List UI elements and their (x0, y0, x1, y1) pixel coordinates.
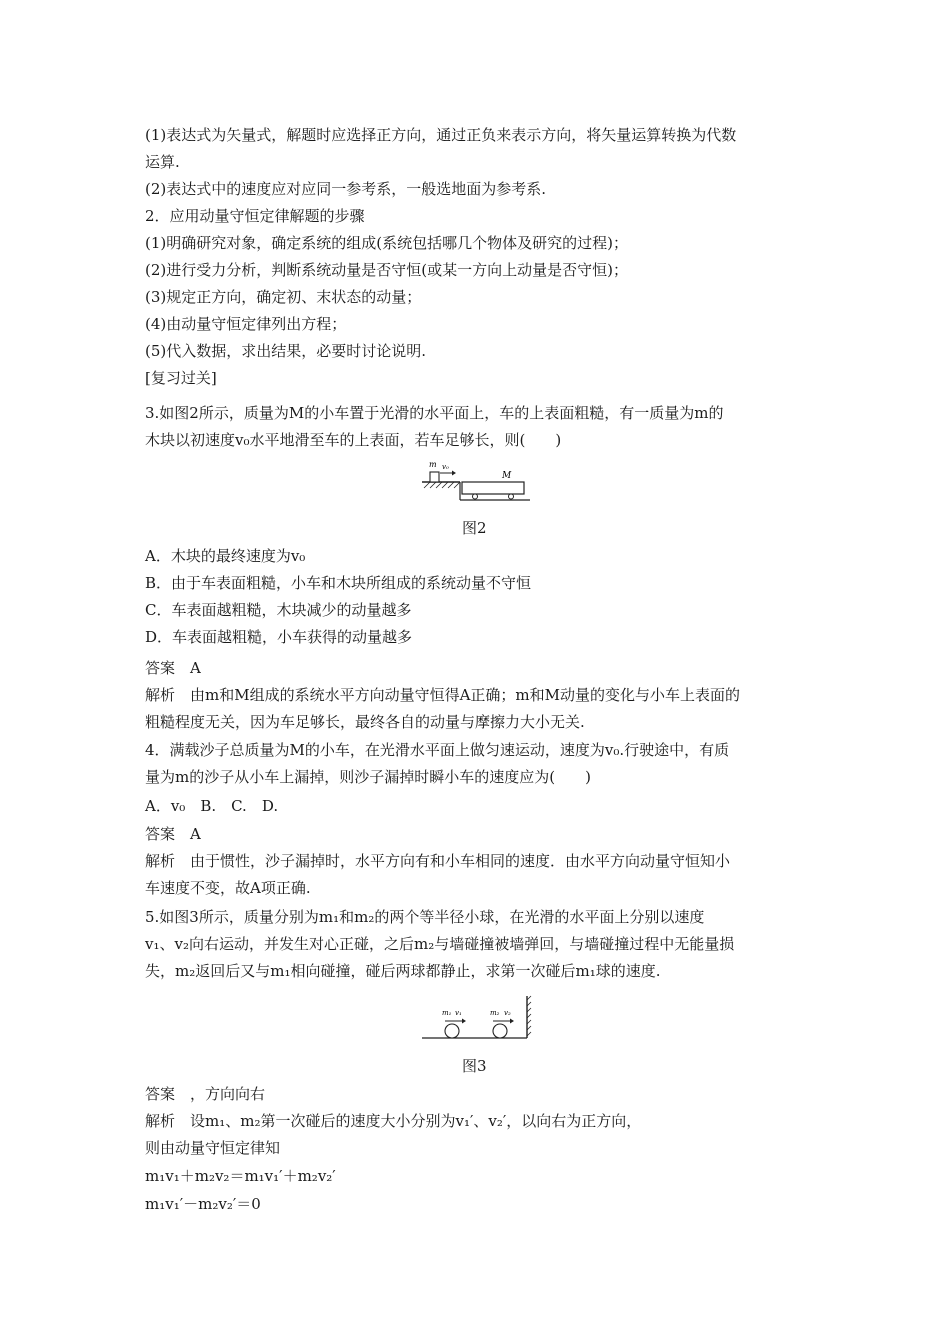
text-line: (1)明确研究对象，确定系统的组成(系统包括哪几个物体及研究的过程)； (145, 234, 628, 252)
question-4-text: 4．满载沙子总质量为M的小车，在光滑水平面上做匀速运动，速度为v₀.行驶途中，有质 (145, 741, 730, 759)
figure-2-label-m: m (429, 460, 437, 469)
option-b: B．由于车表面粗糙，小车和木块所组成的系统动量不守恒 (145, 574, 532, 592)
figure-2-caption: 图2 (462, 519, 487, 537)
analysis-line: 粗糙程度无关，因为车足够长，最终各自的动量与摩擦力大小无关. (145, 713, 585, 731)
answer-line: 答案 A (145, 825, 201, 843)
analysis-line: 则由动量守恒定律知 (145, 1139, 281, 1157)
figure-3-label-m1: m₁ (442, 1009, 452, 1017)
text-line: (2)表达式中的速度应对应同一参考系，一般选地面为参考系. (145, 180, 547, 198)
text-line: (1)表达式为矢量式，解题时应选择正方向，通过正负来表示方向，将矢量运算转换为代数 (145, 126, 737, 144)
text-line: (4)由动量守恒定律列出方程； (145, 315, 347, 333)
analysis-line: 车速度不变，故A项正确. (145, 879, 311, 897)
question-5-text: v₁、v₂向右运动，并发生对心正碰，之后m₂与墙碰撞被墙弹回，与墙碰撞过程中无能量损 (145, 935, 735, 953)
figure-3-diagram (420, 994, 532, 1044)
figure-3-caption: 图3 (462, 1057, 487, 1075)
analysis-line: 解析 由m和M组成的系统水平方向动量守恒得A正确；m和M动量的变化与小车上表面的 (145, 686, 741, 704)
figure-3-label-v2: v₂ (504, 1009, 511, 1017)
section-heading: [复习过关] (145, 369, 217, 387)
analysis-line: 解析 由于惯性，沙子漏掉时，水平方向有和小车相同的速度．由水平方向动量守恒知小 (145, 852, 731, 870)
section-heading: 2．应用动量守恒定律解题的步骤 (145, 207, 365, 225)
answer-line: 答案 A (145, 659, 201, 677)
figure-3-label-m2: m₂ (490, 1009, 500, 1017)
answer-line: 答案 ，方向向右 (145, 1085, 266, 1103)
option-a: A．木块的最终速度为v₀ (145, 547, 306, 565)
figure-3-label-v1: v₁ (455, 1009, 462, 1017)
equation-line: m₁v₁′－m₂v₂′＝0 (145, 1195, 261, 1213)
question-3-text: 木块以初速度v₀水平地滑至车的上表面，若车足够长，则( ) (145, 431, 562, 449)
option-c: C．车表面越粗糙，木块减少的动量越多 (145, 601, 412, 619)
text-line: 运算. (145, 153, 180, 171)
option-d: D．车表面越粗糙，小车获得的动量越多 (145, 628, 413, 646)
question-4-text: 量为m的沙子从小车上漏掉，则沙子漏掉时瞬小车的速度应为( ) (145, 768, 591, 786)
text-line: (5)代入数据，求出结果，必要时讨论说明. (145, 342, 427, 360)
equation-line: m₁v₁＋m₂v₂＝m₁v₁′＋m₂v₂′ (145, 1167, 336, 1185)
text-line: (3)规定正方向，确定初、末状态的动量； (145, 288, 422, 306)
analysis-line: 解析 设m₁、m₂第一次碰后的速度大小分别为v₁′、v₂′，以向右为正方向， (145, 1112, 642, 1130)
question-3-text: 3.如图2所示，质量为M的小车置于光滑的水平面上，车的上表面粗糙，有一质量为m的 (145, 404, 724, 422)
question-4-options: A．v₀ B. C. D. (145, 797, 279, 815)
figure-2-label-v0: v₀ (442, 463, 449, 471)
text-line: (2)进行受力分析，判断系统动量是否守恒(或某一方向上动量是否守恒)； (145, 261, 628, 279)
question-5-text: 失，m₂返回后又与m₁相向碰撞，碰后两球都静止，求第一次碰后m₁球的速度. (145, 962, 661, 980)
question-5-text: 5.如图3所示，质量分别为m₁和m₂的两个等半径小球，在光滑的水平面上分别以速度 (145, 908, 705, 926)
figure-2-diagram (420, 458, 532, 502)
figure-2-label-M: M (502, 471, 512, 481)
